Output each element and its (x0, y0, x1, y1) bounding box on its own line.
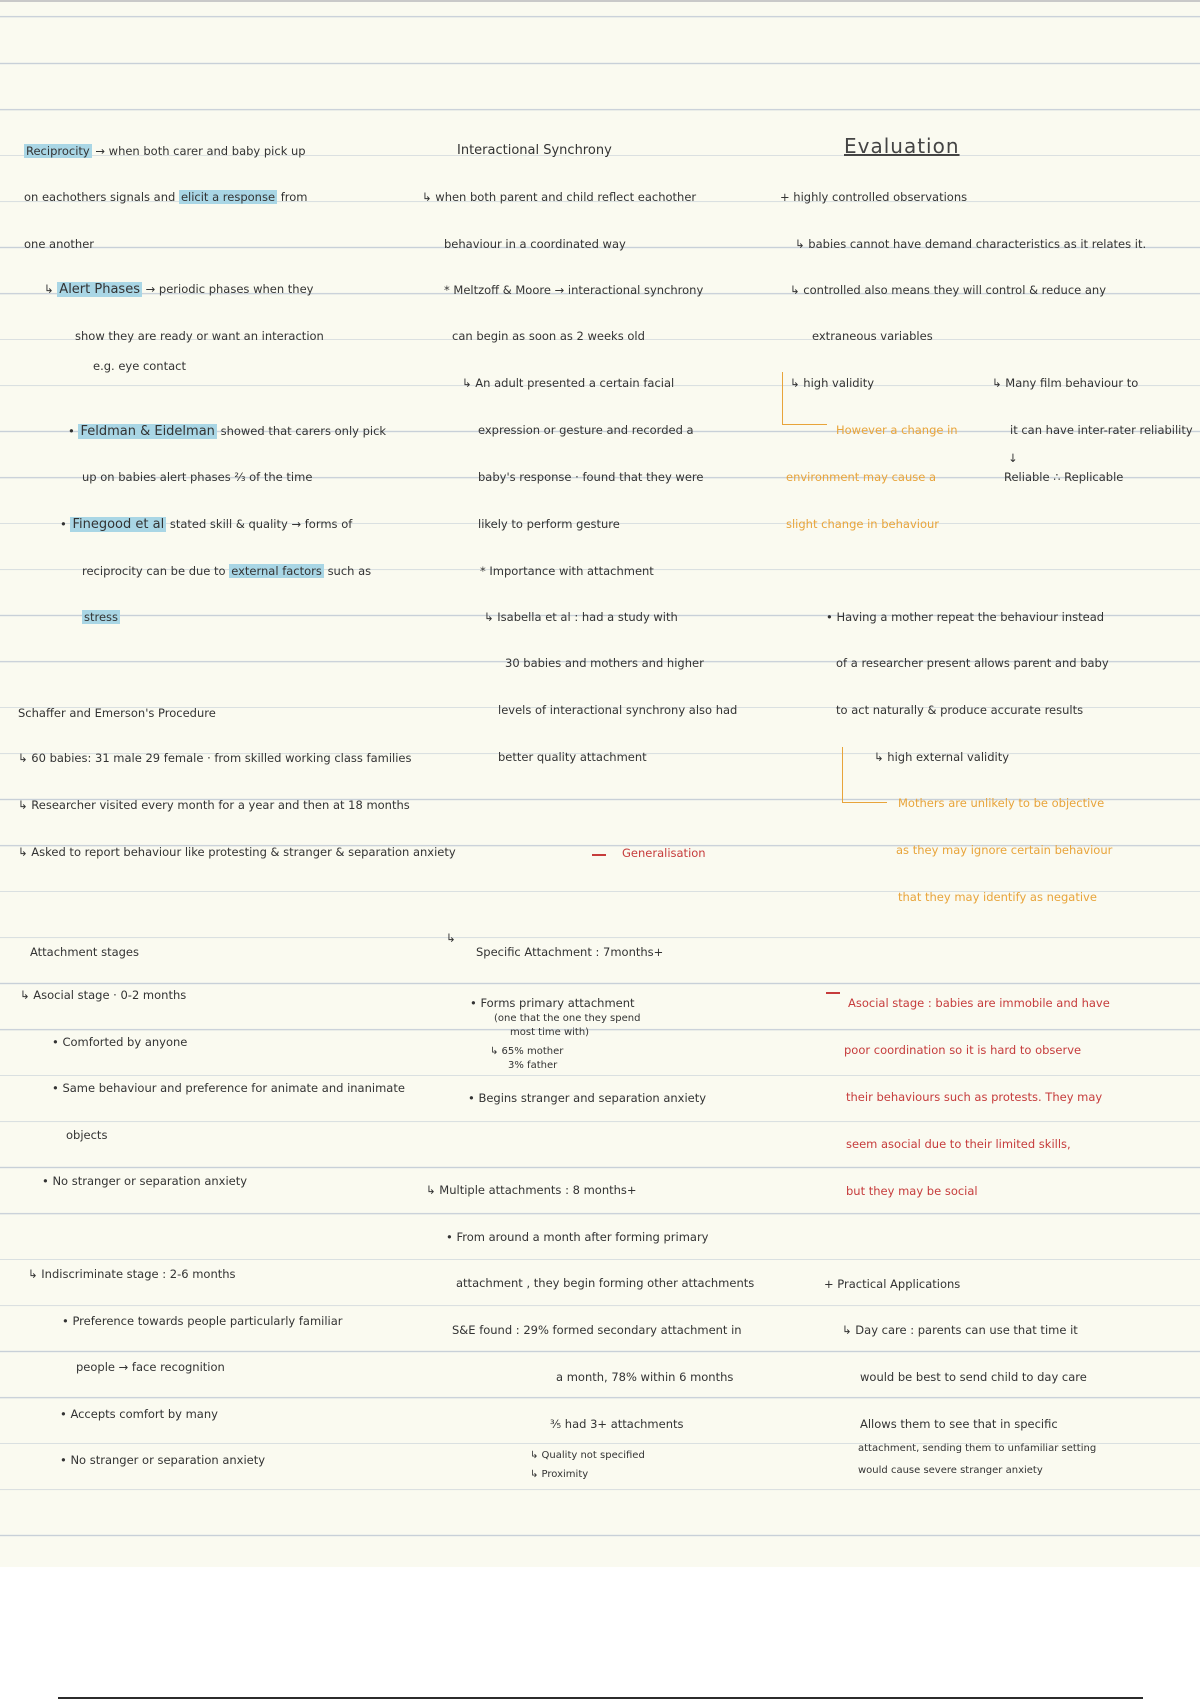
note-line: ↳ high external validity (874, 750, 1010, 764)
footer-rule (58, 1697, 1143, 1699)
note-line: ↳ Indiscriminate stage : 2-6 months (28, 1267, 236, 1281)
dash-mark (592, 854, 606, 856)
note-line: • No stranger or separation anxiety (42, 1174, 248, 1188)
note-line: e.g. eye contact (93, 359, 186, 373)
note-line: Allows them to see that in specific (860, 1417, 1058, 1431)
note-line: environment may cause a (786, 470, 937, 484)
note-line: • Preference towards people particularly familiar (62, 1314, 343, 1328)
note-line: but they may be social (846, 1184, 978, 1198)
note-line: • Same behaviour and preference for animate and inanimate (52, 1081, 405, 1095)
note-line (44, 281, 313, 298)
note-line: • Having a mother repeat the behaviour instead (826, 610, 1105, 624)
note-line: Mothers are unlikely to be objective (898, 796, 1105, 810)
note-line: However a change in (836, 423, 958, 437)
bullet: • (68, 424, 75, 438)
note-line: Asocial stage : babies are immobile and have (848, 996, 1110, 1010)
note-line: would be best to send child to day care (860, 1370, 1087, 1384)
note-line: their behaviours such as protests. They may (846, 1090, 1103, 1104)
note-line: • Accepts comfort by many (60, 1407, 218, 1421)
note-line: one another (24, 237, 95, 251)
note-line: attachment, sending them to unfamiliar setting (858, 1443, 1097, 1454)
note-line: baby's response · found that they were (478, 470, 704, 484)
note-line: • Begins stranger and separation anxiety (468, 1091, 707, 1105)
note-line: ↳ 60 babies: 31 male 29 female · from skilled working class families (18, 751, 412, 765)
section-heading: Specific Attachment : 7months+ (476, 945, 664, 959)
note-line: seem asocial due to their limited skills, (846, 1137, 1071, 1151)
note-line: behaviour in a coordinated way (444, 237, 626, 251)
arrow-icon: ↳ (44, 282, 54, 296)
section-heading: Schaffer and Emerson's Procedure (18, 706, 216, 720)
note-line: better quality attachment (498, 750, 647, 764)
note-line: Generalisation (622, 846, 706, 860)
note-line: would cause severe stranger anxiety (858, 1465, 1043, 1476)
note-line: ↳ 65% mother (490, 1046, 564, 1057)
note-text: on eachothers signals and (24, 190, 176, 204)
note-line: ↳ when both parent and child reflect eachother (422, 190, 697, 204)
note-text: stated skill & quality → forms of (169, 517, 353, 531)
note-line: up on babies alert phases ⅔ of the time (82, 470, 313, 484)
note-line (60, 516, 352, 533)
note-line: • Forms primary attachment (470, 996, 635, 1010)
note-line: expression or gesture and recorded a (478, 423, 694, 437)
note-line (82, 563, 371, 579)
note-line: (one that the one they spend (494, 1013, 641, 1024)
note-line: of a researcher present allows parent and baby (836, 656, 1109, 670)
down-arrow-icon: ↓ (1008, 451, 1018, 465)
note-text: from (280, 190, 308, 204)
note-line: ↳ Asocial stage · 0-2 months (20, 988, 187, 1002)
dash-mark (826, 992, 840, 994)
note-line: S&E found : 29% formed secondary attachment in (452, 1323, 742, 1337)
highlight-term: external factors (231, 564, 322, 578)
note-line: slight change in behaviour (786, 517, 940, 531)
note-line: can begin as soon as 2 weeks old (452, 329, 645, 343)
note-line: show they are ready or want an interaction (75, 329, 324, 343)
note-line: Reliable ∴ Replicable (1004, 470, 1124, 484)
note-line: * Meltzoff & Moore → interactional synchrony (444, 283, 704, 297)
note-text: showed that carers only pick (220, 424, 387, 438)
note-line: extraneous variables (812, 329, 933, 343)
note-line: ↳ babies cannot have demand characteristics as it relates it. (795, 237, 1147, 251)
arrow-icon: ↳ (446, 931, 456, 945)
note-line: 30 babies and mothers and higher (505, 656, 704, 670)
note-line: ↳ controlled also means they will control & reduce any (790, 283, 1107, 297)
note-text: such as (327, 564, 372, 578)
note-line: ↳ Many film behaviour to (992, 376, 1139, 390)
note-line: poor coordination so it is hard to observe (844, 1043, 1082, 1057)
highlight-term: Alert Phases (59, 282, 140, 297)
note-line: 3% father (508, 1060, 558, 1071)
note-line: attachment , they begin forming other attachments (456, 1276, 755, 1290)
note-line: ↳ Isabella et al : had a study with (484, 610, 678, 624)
note-line: ↳ Quality not specified (530, 1450, 645, 1461)
note-line: to act naturally & produce accurate results (836, 703, 1084, 717)
note-text: → when both carer and baby pick up (95, 144, 306, 158)
note-line: most time with) (510, 1027, 590, 1038)
note-line: as they may ignore certain behaviour (896, 843, 1113, 857)
note-line: people → face recognition (76, 1360, 225, 1374)
note-line: a month, 78% within 6 months (556, 1370, 734, 1384)
note-line: levels of interactional synchrony also had (498, 703, 738, 717)
note-line: • From around a month after forming primary (446, 1230, 709, 1244)
note-line: • Comforted by anyone (52, 1035, 188, 1049)
bullet: • (60, 517, 67, 531)
highlight-term: stress (84, 610, 119, 624)
note-line: ↳ An adult presented a certain facial (462, 376, 675, 390)
note-line: + highly controlled observations (780, 190, 968, 204)
highlight-term: Finegood et al (72, 517, 165, 532)
note-line: that they may identify as negative (898, 890, 1097, 904)
note-line: * Importance with attachment (480, 564, 654, 578)
note-line: it can have inter-rater reliability (1010, 423, 1193, 437)
section-heading: + Practical Applications (824, 1277, 961, 1291)
note-line: ↳ Asked to report behaviour like protesting & stranger & separation anxiety (18, 845, 456, 859)
note-text: reciprocity can be due to (82, 564, 226, 578)
section-heading: Interactional Synchrony (457, 143, 612, 158)
note-line (24, 189, 307, 205)
note-line (82, 609, 120, 625)
note-line (24, 143, 306, 159)
section-heading: Attachment stages (30, 945, 139, 959)
note-line: ↳ Day care : parents can use that time it (842, 1323, 1078, 1337)
note-line: likely to perform gesture (478, 517, 620, 531)
note-text: → periodic phases when they (145, 282, 314, 296)
note-line: ↳ high validity (790, 376, 875, 390)
note-line (68, 423, 386, 440)
note-line: ↳ Multiple attachments : 8 months+ (426, 1183, 637, 1197)
note-line: ⅗ had 3+ attachments (550, 1417, 684, 1431)
note-line: ↳ Researcher visited every month for a year and then at 18 months (18, 798, 410, 812)
lined-notes-page (0, 2, 1200, 1567)
note-line: objects (66, 1128, 108, 1142)
page-title: Evaluation (844, 134, 960, 158)
note-line: • No stranger or separation anxiety (60, 1453, 266, 1467)
highlight-term: elicit a response (180, 190, 276, 204)
highlight-term: Reciprocity (26, 144, 90, 158)
highlight-term: Feldman & Eidelman (80, 424, 215, 439)
note-line: ↳ Proximity (530, 1469, 589, 1480)
